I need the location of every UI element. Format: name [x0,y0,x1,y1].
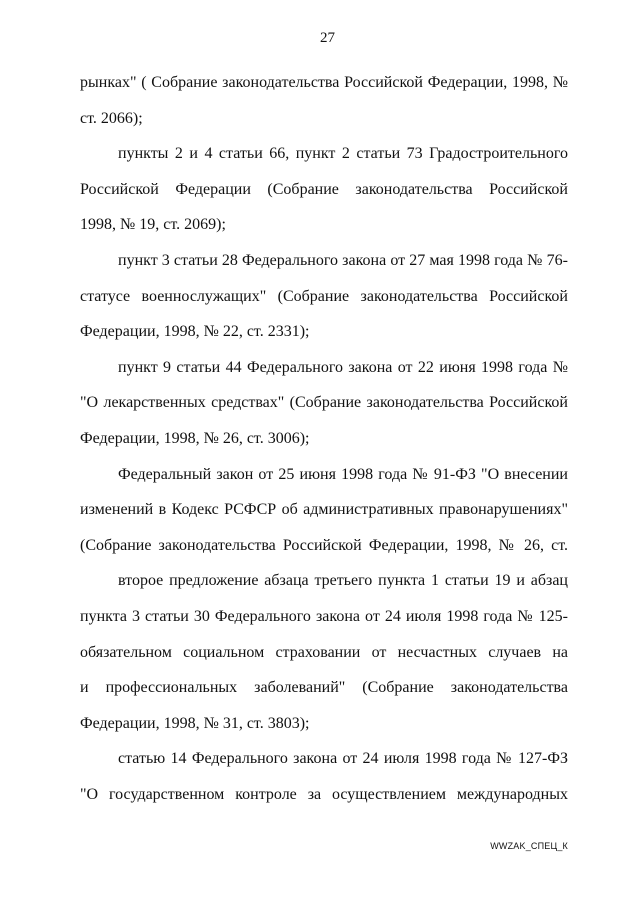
text-line: Российской Федерации (Собрание законодательства Российской [80,180,568,198]
text-line: Федерации, 1998, № 31, ст. 3803); [80,714,310,732]
paragraph-start-line: второе предложение абзаца третьего пункта 1 статьи 19 и абзац [118,572,568,590]
text-line: "О государственном контроле за осуществлением международных [80,785,568,803]
text-line: Федерации, 1998, № 22, ст. 2331); [80,323,310,341]
text-line: (Собрание законодательства Российской Федерации, 1998, № 26, ст. [80,536,568,554]
paragraph-start-line: пункт 3 статьи 28 Федерального закона от 27 мая 1998 года № 76- [118,251,568,269]
text-line: статусе военнослужащих" (Собрание законодательства Российской [80,287,568,305]
text-line: обязательном социальном страховании от несчастных случаев на [80,643,568,661]
text-line: рынках" ( Собрание законодательства Российской Федерации, 1998, № [80,74,568,91]
paragraph-start-line: пункты 2 и 4 статьи 66, пункт 2 статьи 73 Градостроительного [118,145,568,163]
text-line: "О лекарственных средствах" (Собрание законодательства Российской [80,394,568,412]
text-line: Федерации, 1998, № 26, ст. 3006); [80,429,310,447]
footer-code: WWZAK_СПЕЦ_К [490,841,568,851]
page-number: 27 [320,30,335,46]
text-line: 1998, № 19, ст. 2069); [80,216,226,234]
text-line: и профессиональных заболеваний" (Собрание законодательства [80,679,568,697]
text-line: пункта 3 статьи 30 Федерального закона от 24 июля 1998 года № 125- [80,607,568,625]
document-body [80,65,568,812]
text-line: изменений в Кодекс РСФСР об административных правонарушениях" [80,501,568,519]
paragraph-start-line: статью 14 Федерального закона от 24 июля 1998 года № 127-ФЗ [118,750,568,768]
paragraph-start-line: пункт 9 статьи 44 Федерального закона от 22 июня 1998 года № [118,358,568,376]
text-line: ст. 2066); [80,109,143,127]
paragraph-start-line: Федеральный закон от 25 июня 1998 года № 91-ФЗ "О внесении [118,465,568,483]
